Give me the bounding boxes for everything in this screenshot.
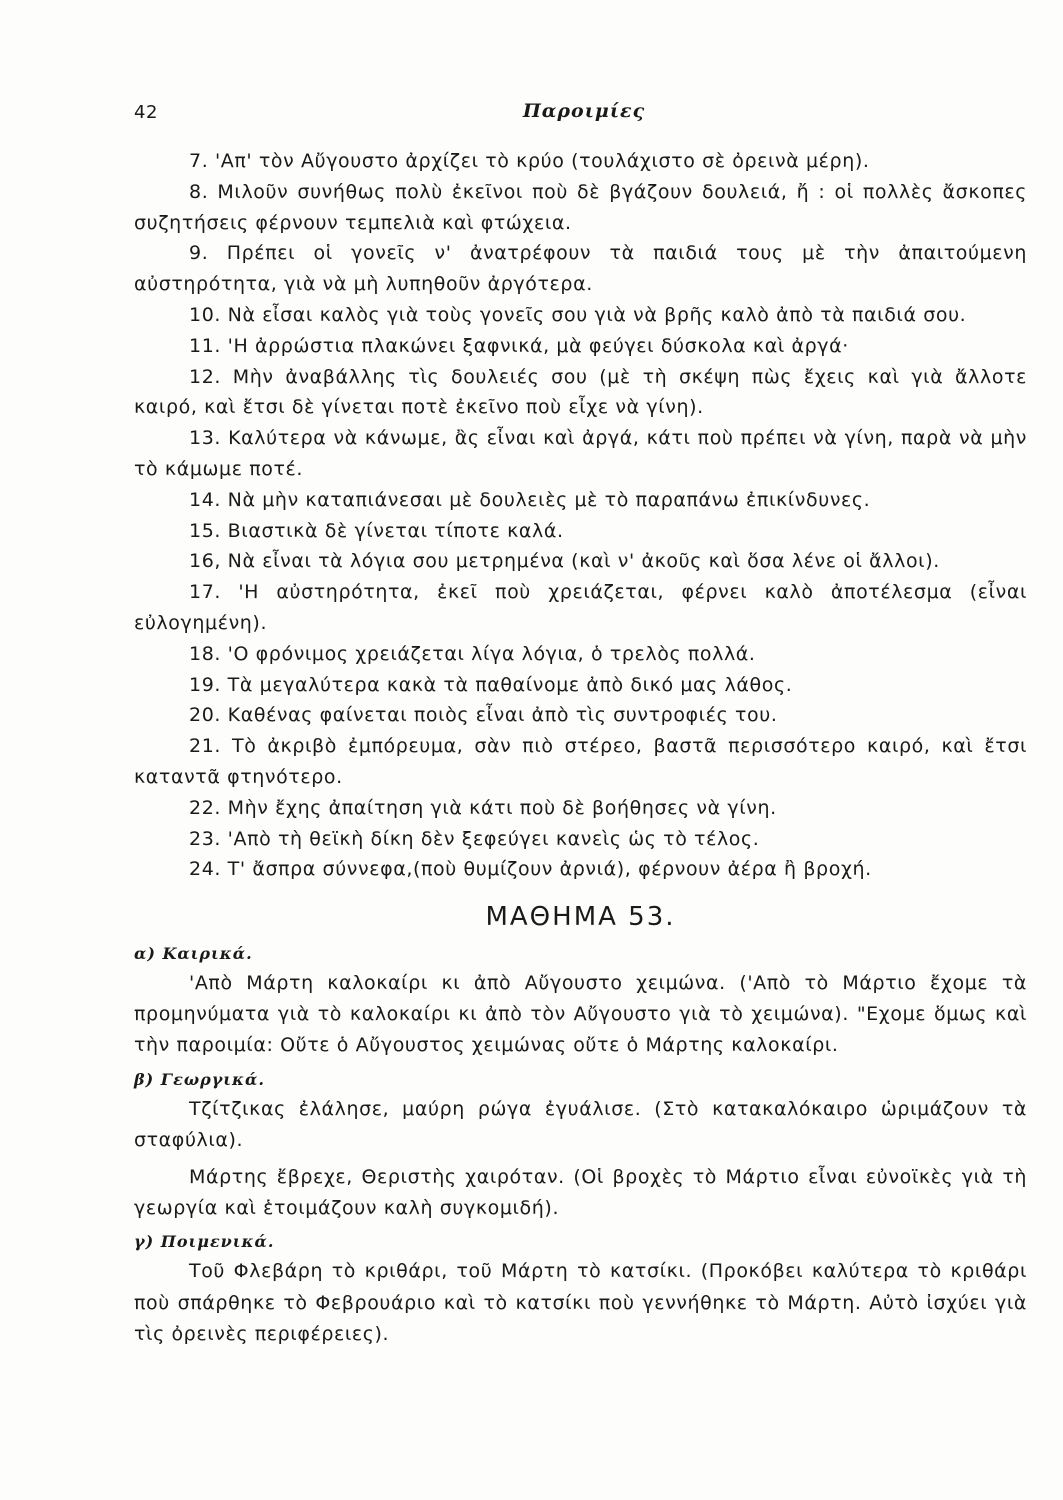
proverb-item: 22. Μὴν ἔχης ἀπαίτηση γιὰ κάτι ποὺ δὲ βοήθησες νὰ γίνη. xyxy=(189,796,777,819)
lesson-title: ΜΑΘΗΜΑ 53. xyxy=(485,902,676,932)
proverb-item: 15. Βιαστικὰ δὲ γίνεται τίποτε καλά. xyxy=(189,519,564,542)
proverb-item: 24. Τ' ἄσπρα σύννεφα,(ποὺ θυμίζουν ἀρνιά), φέρνουν ἀέρα ἢ βροχή. xyxy=(189,858,872,881)
proverb-item: 23. 'Απὸ τὴ θεϊκὴ δίκη δὲν ξεφεύγει κανεὶς ὡς τὸ τέλος. xyxy=(189,827,760,850)
proverb-list xyxy=(134,146,1027,885)
proverb-item: 13. Καλύτερα νὰ κάνωμε, ἂς εἶναι καὶ ἀργά, κάτι ποὺ πρέπει νὰ γίνη, παρὰ νὰ μὴν τὸ κάμωμε ποτέ. xyxy=(134,427,1027,480)
page-header xyxy=(134,100,1034,132)
proverb-item: 18. 'Ο φρόνιμος χρειάζεται λίγα λόγια, ὁ τρελὸς πολλά. xyxy=(189,642,756,665)
proverb-item: 16, Νὰ εἶναι τὰ λόγια σου μετρημένα (καὶ ν' ἀκοῦς καὶ ὅσα λένε οἱ ἄλλοι). xyxy=(189,550,940,573)
section-paragraph: 'Απὸ Μάρτη καλοκαίρι κι ἀπὸ Αὔγουστο χειμώνα. ('Απὸ τὸ Μάρτιο ἔχομε τὰ προμηνύματα γιὰ τὸ καλοκαίρι κι ἀπὸ τὸν Αὔγουστο γιὰ τὸ χειμώνα). "Εχομε ὅμως καὶ τὴν παροιμία: Οὔτε ὁ Αὔγουστος χειμώνας οὔτε ὁ Μάρτης καλοκαίρι. xyxy=(134,972,1027,1057)
proverb-item: 10. Νὰ εἶσαι καλὸς γιὰ τοὺς γονεῖς σου γιὰ νὰ βρῆς καλὸ ἀπὸ τὰ παιδιά σου. xyxy=(189,303,967,326)
page-number: 42 xyxy=(134,102,158,123)
proverb-item: 14. Νὰ μὴν καταπιάνεσαι μὲ δουλειὲς μὲ τὸ παραπάνω ἐπικίνδυνες. xyxy=(189,488,871,511)
proverb-item: 8. Μιλοῦν συνήθως πολὺ ἐκεῖνοι ποὺ δὲ βγάζουν δουλειά, ἤ : οἱ πολλὲς ἄσκοπες συζητήσεις φέρνουν τεμπελιὰ καὶ φτώχεια. xyxy=(134,180,1027,234)
section-paragraph: Τζίτζικας ἐλάλησε, μαύρη ρώγα ἐγυάλισε. (Στὸ κατακαλόκαιρο ὡριμάζουν τὰ σταφύλια). xyxy=(134,1097,1027,1151)
proverb-item: 11. 'Η ἀρρώστια πλακώνει ξαφνικά, μὰ φεύγει δύσκολα καὶ ἀργά· xyxy=(189,334,849,357)
proverb-item: 19. Τὰ μεγαλύτερα κακὰ τὰ παθαίνομε ἀπὸ δικό μας λάθος. xyxy=(189,673,793,696)
section-paragraph: Τοῦ Φλεβάρη τὸ κριθάρι, τοῦ Μάρτη τὸ κατσίκι. (Προκόβει καλύτερα τὸ κριθάρι ποὺ σπάρθηκε τὸ Φεβρουάριο καὶ τὸ κατσίκι ποὺ γεννήθηκε τὸ Μάρτη. Αὐτὸ ἰσχύει γιὰ τὶς ὀρεινὲς περιφέρειες). xyxy=(134,1260,1027,1345)
section-heading-weather: α) Καιρικά. xyxy=(134,944,253,963)
proverb-item: 17. 'Η αὐστηρότητα, ἐκεῖ ποὺ χρειάζεται, φέρνει καλὸ ἀποτέλεσμα (εἶναι εὐλογημένη). xyxy=(134,581,1027,634)
proverb-item: 21. Τὸ ἀκριβὸ ἐμπόρευμα, σὰν πιὸ στέρεο, βαστᾶ περισσότερο καιρό, καὶ ἔτσι καταντᾶ φτηνότερο. xyxy=(134,735,1027,788)
section-paragraph: Μάρτης ἔβρεχε, Θεριστὴς χαιρόταν. (Οἱ βροχὲς τὸ Μάρτιο εἶναι εὐνοϊκὲς γιὰ τὴ γεωργία καὶ ἑτοιμάζουν καλὴ συγκομιδή). xyxy=(134,1166,1027,1220)
section-heading-farming: β) Γεωργικά. xyxy=(134,1069,265,1089)
proverb-item: 7. 'Απ' τὸν Αὔγουστο ἀρχίζει τὸ κρύο (τουλάχιστο σὲ ὀρεινὰ μέρη). xyxy=(189,150,870,172)
running-title: Παροιμίες xyxy=(522,100,646,122)
section-heading-pastoral: γ) Ποιμενικά. xyxy=(134,1232,275,1252)
proverb-item: 9. Πρέπει οἱ γονεῖς ν' ἀνατρέφουν τὰ παιδιά τους μὲ τὴν ἀπαιτούμενη αὐστηρότητα, γιὰ νὰ μὴ λυπηθοῦν ἀργότερα. xyxy=(134,242,1027,296)
proverb-item: 20. Καθένας φαίνεται ποιὸς εἶναι ἀπὸ τὶς συντροφιές του. xyxy=(189,704,778,727)
lesson-sections xyxy=(134,940,1027,1350)
proverb-item: 12. Μὴν ἀναβάλλης τὶς δουλειές σου (μὲ τὴ σκέψη πὼς ἔχεις καὶ γιὰ ἄλλοτε καιρό, καὶ ἔτσι δὲ γίνεται ποτὲ ἐκεῖνο ποὺ εἶχε νὰ γίνη). xyxy=(134,365,1027,419)
